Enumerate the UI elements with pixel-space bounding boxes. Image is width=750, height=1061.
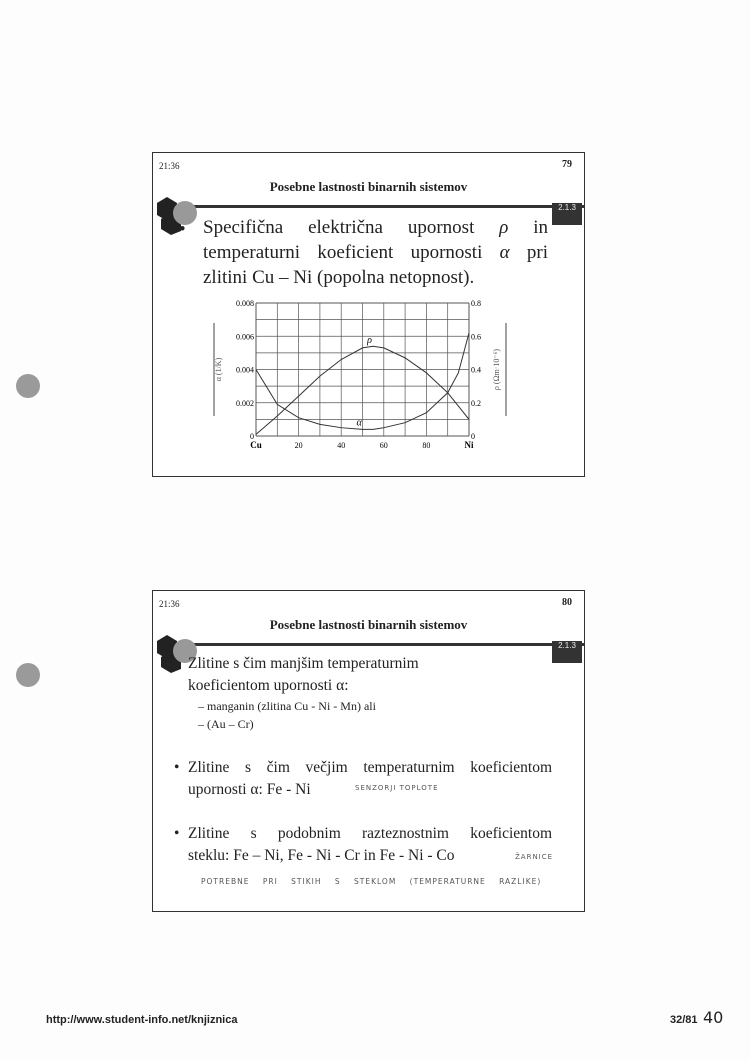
word: in	[533, 217, 548, 238]
x-tick-label: Ni	[464, 440, 474, 450]
rho-symbol: ρ	[499, 217, 509, 238]
section-badge: 2.1.3	[552, 203, 582, 225]
left-axis-label: α (1/K)	[214, 357, 223, 382]
bullet-3: • Zlitine s podobnim razteznostnim koeficientom steklu: Fe – Ni, Fe - Ni - Cr in Fe - Ni - Co	[188, 823, 552, 867]
word: pri	[526, 242, 548, 263]
left-tick-label: 0.006	[236, 332, 254, 342]
word: temperaturni	[203, 242, 301, 263]
left-tick-label: 0	[250, 432, 254, 441]
x-tick-label: 60	[379, 441, 388, 450]
left-tick-label: 0.004	[236, 365, 254, 375]
slide-title: Posebne lastnosti binarnih sistemov	[269, 179, 468, 194]
text-line: Zlitine s podobnim razteznostnim koeficientom	[188, 825, 552, 842]
slide-time: 21:36	[159, 599, 180, 609]
text-line: upornosti α: Fe - Ni	[188, 781, 311, 798]
title-rule	[193, 643, 584, 646]
slide-time: 21:36	[159, 161, 180, 171]
slide-title: Posebne lastnosti binarnih sistemov	[269, 617, 468, 632]
footer-page: 32/81	[670, 1014, 698, 1026]
text-line: steklu: Fe – Ni, Fe - Ni - Cr in Fe - Ni - Co	[188, 847, 455, 864]
sub-item: – (Au – Cr)	[198, 717, 254, 731]
resistivity-chart	[153, 293, 584, 473]
right-tick-label: 0.6	[471, 332, 481, 342]
sub-item: – manganin (zlitina Cu - Ni - Mn) ali	[198, 699, 376, 713]
bullet-1: • Zlitine s čim manjšim temperaturnim koeficientom upornosti α: – manganin (zlitina Cu - Ni - Mn) ali – (Au – Cr)	[188, 653, 552, 733]
right-tick-label: 0.4	[471, 365, 481, 375]
punch-hole	[16, 663, 40, 687]
handwritten-note: SENZORJI TOPLOTE	[355, 784, 439, 792]
text-line: Zlitine s čim večjim temperaturnim koeficientom	[188, 759, 552, 776]
series-label: ρ	[367, 335, 372, 347]
slide-79: 21:36 79 Posebne lastnosti binarnih sistemov 2.1.3 • Specifična električna upornost ρ in temperaturni koeficient upornosti α pri zlitini Cu – Ni (popolna netopnost). 0 0.002 0.004 0.006 0.008 0 0.2 0.4 0.6 0.8 Cu 20 40 60 80 Ni α (1/K) ρ (Ωm·10⁻⁶) ρ α	[152, 152, 585, 477]
x-tick-label: 20	[294, 441, 303, 450]
section-badge: 2.1.3	[552, 641, 582, 663]
bullet-2: • Zlitine s čim večjim temperaturnim koeficientom upornosti α: Fe - Ni	[188, 757, 552, 801]
alpha-symbol: α	[499, 242, 510, 263]
word: upornost	[407, 217, 475, 238]
bullet-line	[203, 240, 548, 265]
handwritten-page-number: 40	[703, 1008, 724, 1027]
word: upornosti	[410, 242, 483, 263]
slide-number: 79	[562, 159, 572, 170]
handwritten-note: ŽARNICE	[515, 853, 554, 861]
title-rule	[193, 205, 584, 208]
x-tick-label: 80	[422, 441, 431, 450]
left-tick-label: 0.008	[236, 299, 254, 308]
bullet-line: zlitini Cu – Ni (popolna netopnost).	[203, 267, 475, 288]
right-tick-label: 0	[471, 432, 475, 441]
text-line: Zlitine s čim manjšim temperaturnim	[188, 655, 419, 672]
right-tick-label: 0.2	[471, 398, 481, 408]
slide-number: 80	[562, 597, 572, 608]
punch-hole	[16, 374, 40, 398]
handwritten-note: POTREBNE PRI STIKIH S STEKLOM (TEMPERATURNE RAZLIKE)	[201, 877, 542, 886]
word: električna	[308, 217, 383, 238]
word: Specifična	[203, 217, 284, 238]
slide-80	[152, 590, 585, 912]
right-axis-label: ρ (Ωm·10⁻⁶)	[492, 348, 501, 391]
word: koeficient	[317, 242, 394, 263]
right-tick-label: 0.8	[471, 299, 481, 308]
text-line: koeficientom upornosti α:	[188, 677, 349, 694]
x-tick-label: Cu	[250, 440, 262, 450]
bullet-line	[203, 215, 548, 240]
left-tick-label: 0.002	[236, 398, 254, 408]
footer-url[interactable]: http://www.student-info.net/knjiznica	[46, 1014, 238, 1026]
x-tick-label: 40	[337, 441, 346, 450]
series-label: α	[356, 417, 362, 429]
